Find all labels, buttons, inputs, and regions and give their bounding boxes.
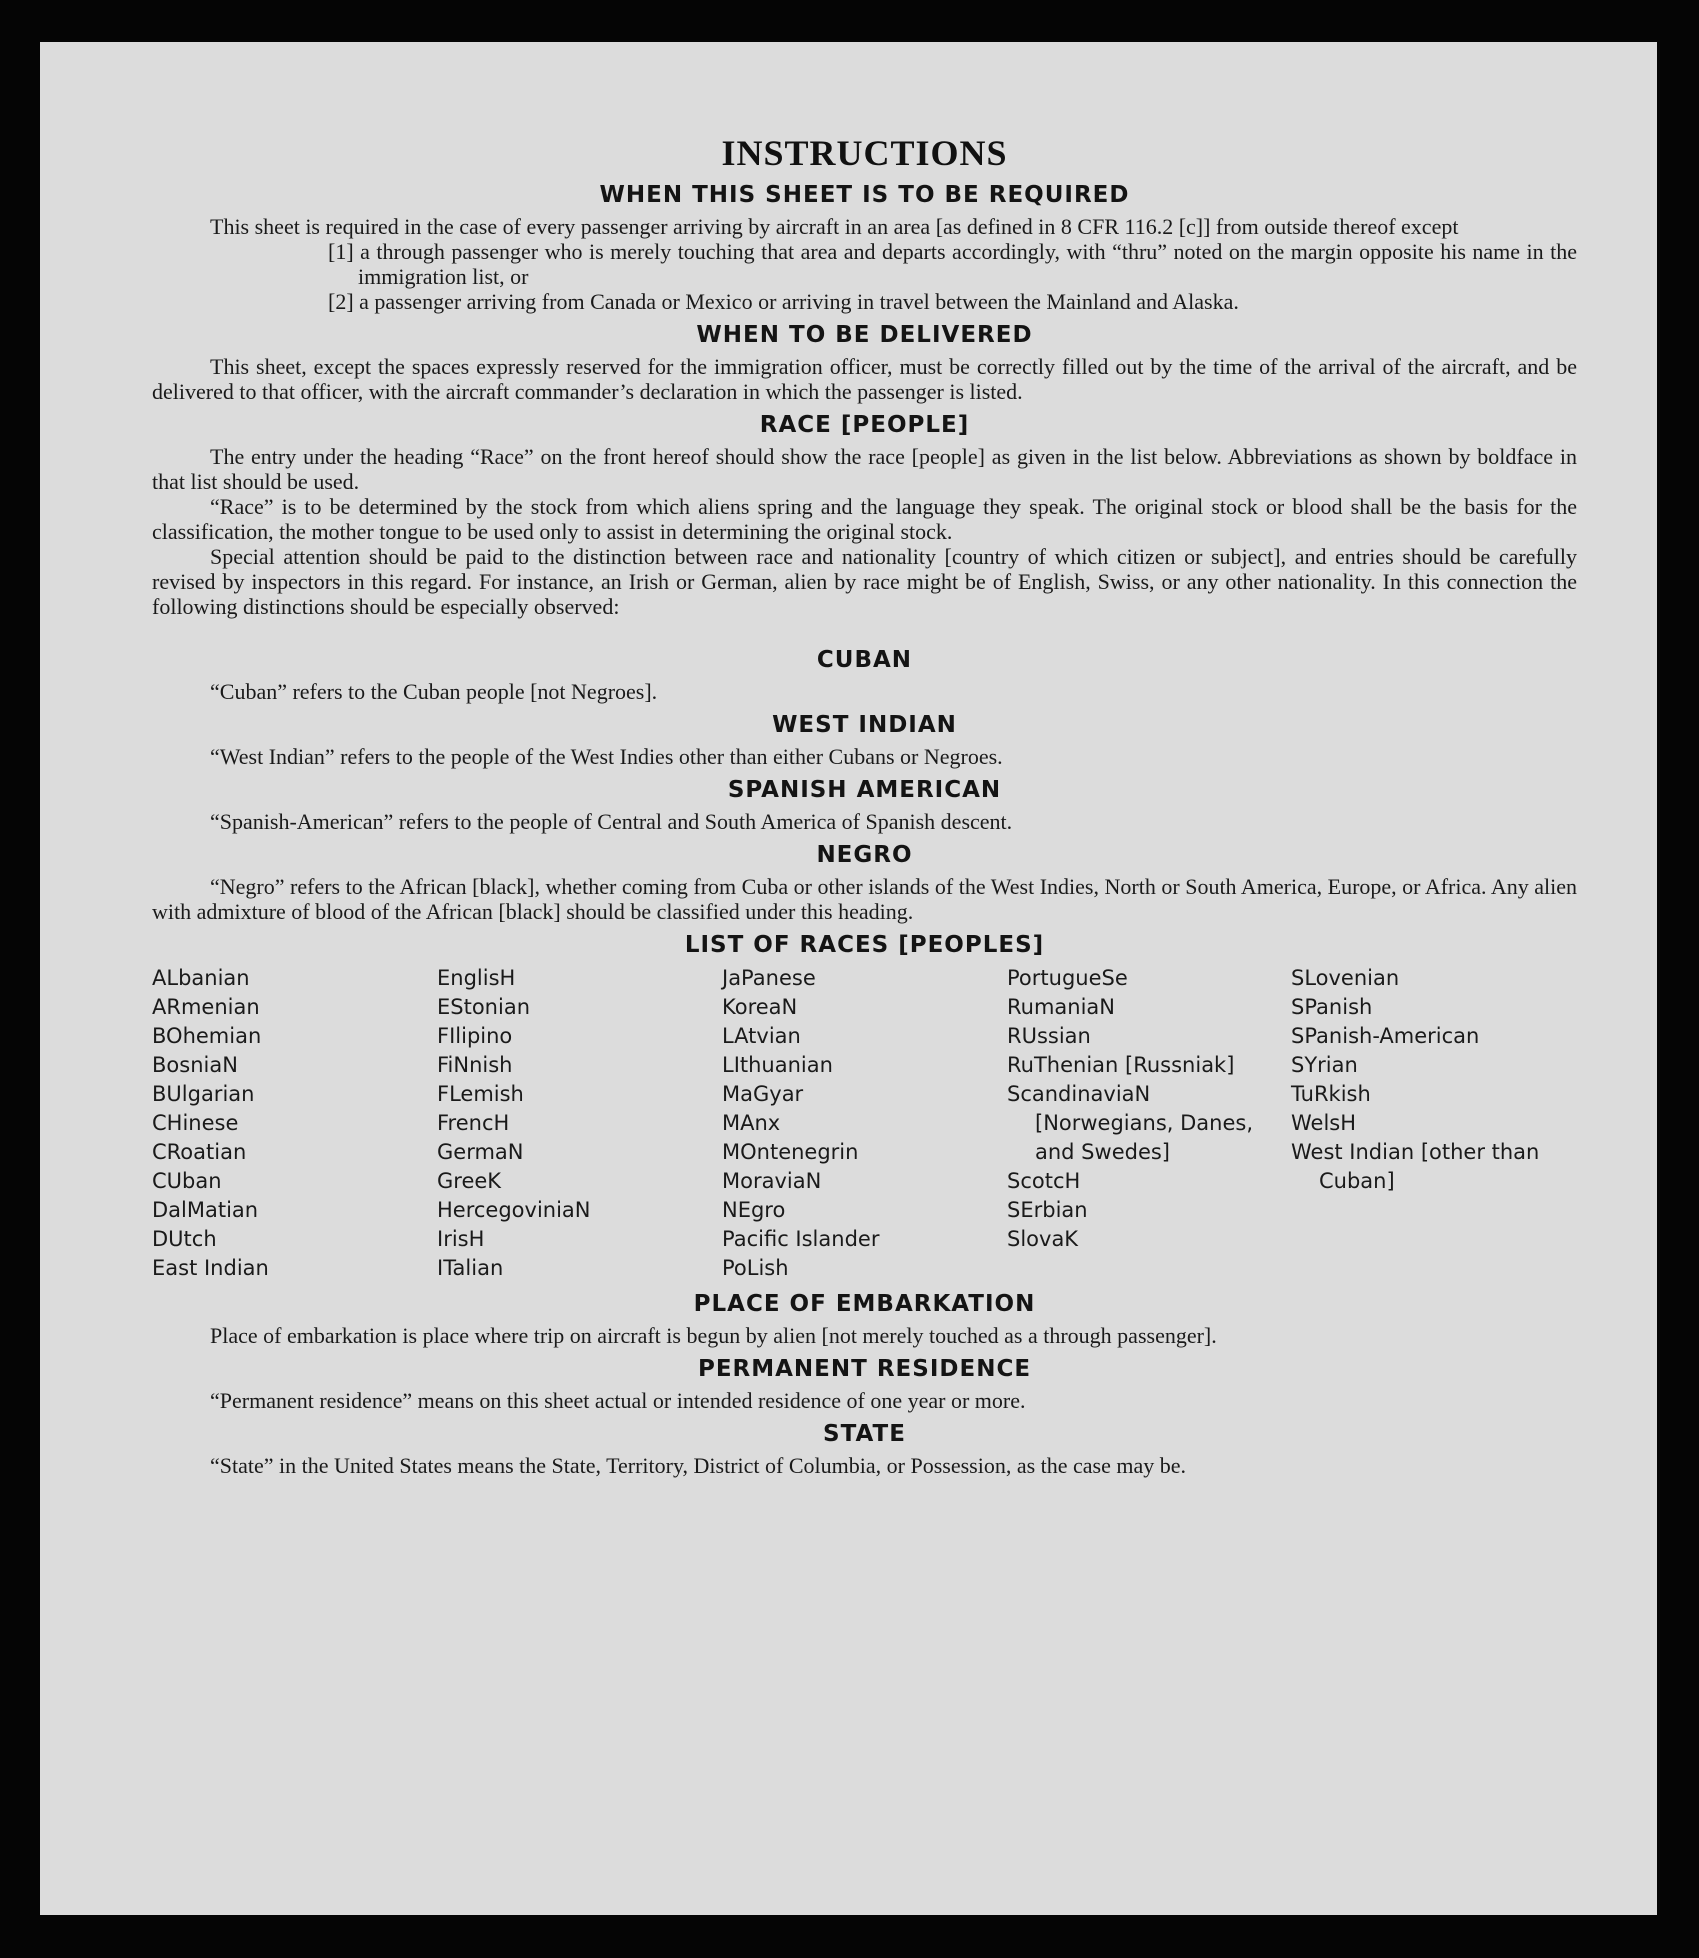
heading-when-required: WHEN THIS SHEET IS TO BE REQUIRED [599,182,1130,208]
race-list-item: JaPanese [722,966,816,990]
heading-cuban: CUBAN [816,647,913,673]
race-list-item: MoraviaN [722,1169,822,1193]
heading-spanish-american: SPANISH AMERICAN [727,777,1002,803]
races-column-4 [1007,964,1291,1283]
paragraph-spanish-american: “Spanish-American” refers to the people of Central and South America of Spanish descent. [210,809,1013,834]
paragraph-race-1: The entry under the heading “Race” on the front hereof should show the race [people] as given in the list below. Abbreviations as shown by boldface in that list should be used. [152,444,1577,494]
list-item-exception-1: [1] a through passenger who is merely touching that area and departs accordingly, with “thru” noted on the margin opposite his name in the immigration list, or [328,239,1577,289]
races-list [152,964,1577,1283]
races-column-2 [437,964,722,1283]
race-list-item: ScotcH [1007,1169,1081,1193]
race-list-item: PortugueSe [1007,966,1128,990]
race-list-item: SlovaK [1007,1227,1079,1251]
race-list-item: FLemish [437,1082,524,1106]
race-list-item: FiNnish [437,1053,513,1077]
race-list-item: ITalian [437,1256,504,1280]
race-list-item: CUban [152,1169,222,1193]
races-column-3 [722,964,1007,1283]
heading-embarkation: PLACE OF EMBARKATION [693,1291,1036,1317]
race-list-item: DalMatian [152,1198,259,1222]
paragraph-when-delivered: This sheet, except the spaces expressly reserved for the immigration officer, must be correctly filled out by the time of the arrival of the aircraft, and be delivered to that officer, with the aircraft commander’s declaration in which the passenger is listed. [152,354,1577,404]
heading-negro: NEGRO [816,842,913,868]
heading-state: STATE [823,1421,906,1447]
race-list-item: MAnx [722,1111,781,1135]
race-list-item: RumaniaN [1007,995,1116,1019]
race-list-item: SLovenian [1291,966,1400,990]
heading-when-delivered: WHEN TO BE DELIVERED [696,322,1033,348]
heading-race: RACE [PEOPLE] [759,412,970,438]
race-list-item: IrisH [437,1227,485,1251]
race-list-item: East Indian [152,1256,269,1280]
race-list-item: KoreaN [722,995,798,1019]
race-list-item: GermaN [437,1140,524,1164]
race-list-item: HercegoviniaN [437,1198,591,1222]
paragraph-race-2: “Race” is to be determined by the stock from which aliens spring and the language they speak. The original stock or blood shall be the basis for the classification, the mother tongue to be used only to assist in determining the original stock. [152,494,1577,544]
race-list-item: BUlgarian [152,1082,255,1106]
race-list-item: ARmenian [152,995,260,1019]
race-list-item: EnglisH [437,966,516,990]
race-list-item: LAtvian [722,1024,801,1048]
race-list-item: PoLish [722,1256,789,1280]
heading-permanent-residence: PERMANENT RESIDENCE [697,1356,1032,1382]
race-list-item: CHinese [152,1111,239,1135]
paragraph-cuban: “Cuban” refers to the Cuban people [not Negroes]. [210,679,658,704]
paragraph-permanent-residence: “Permanent residence” means on this sheet actual or intended residence of one year or more. [210,1388,1026,1413]
races-column-5 [1291,964,1576,1283]
race-list-item: MOntenegrin [722,1140,859,1164]
race-list-item: WelsH [1291,1111,1357,1135]
list-item-exception-2: [2] a passenger arriving from Canada or Mexico or arriving in travel between the Mainland and Alaska. [328,289,1239,314]
race-list-item: FIlipino [437,1024,513,1048]
race-list-item: GreeK [437,1169,502,1193]
paragraph-negro: “Negro” refers to the African [black], whether coming from Cuba or other islands of the West Indies, North or South America, Europe, or Africa. Any alien with admixture of blood of the African [black] should be classified under this heading. [152,874,1577,924]
race-list-item: West Indian [other than Cuban] [1291,1140,1540,1193]
race-list-item: DUtch [152,1227,217,1251]
document-page [40,42,1657,1915]
races-column-1 [152,964,437,1283]
paragraph-west-indian: “West Indian” refers to the people of the West Indies other than either Cubans or Negroes. [210,744,1003,769]
paragraph-state: “State” in the United States means the State, Territory, District of Columbia, or Possession, as the case may be. [210,1453,1187,1478]
paragraph-when-required: This sheet is required in the case of every passenger arriving by aircraft in an area [as defined in 8 CFR 116.2 [c]] from outside thereof except [210,214,1459,239]
paragraph-race-3: Special attention should be paid to the distinction between race and nationality [country of which citizen or subject], and entries should be carefully revised by inspectors in this regard. For instance, an Irish or German, alien by race might be of English, Swiss, or any other nationality. In this connection the following distinctions should be especially observed: [152,544,1577,619]
race-list-item: SPanish-American [1291,1024,1480,1048]
page-title: INSTRUCTIONS [721,133,1008,173]
race-list-item: TuRkish [1291,1082,1371,1106]
race-list-item: EStonian [437,995,531,1019]
race-list-item: SPanish [1291,995,1373,1019]
race-list-item: ScandinaviaN [Norwegians, Danes, and Swedes] [1007,1082,1253,1164]
race-list-item: MaGyar [722,1082,804,1106]
race-list-item: FrencH [437,1111,510,1135]
spacer [152,619,1577,639]
race-list-item: SYrian [1291,1053,1358,1077]
heading-list-of-races: LIST OF RACES [PEOPLES] [684,932,1045,958]
heading-west-indian: WEST INDIAN [772,712,957,738]
race-list-item: RUssian [1007,1024,1091,1048]
race-list-item: BOhemian [152,1024,262,1048]
race-list-item: NEgro [722,1198,786,1222]
race-list-item: RuThenian [Russniak] [1007,1053,1235,1077]
race-list-item: CRoatian [152,1140,247,1164]
race-list-item: BosniaN [152,1053,238,1077]
paragraph-embarkation: Place of embarkation is place where trip on aircraft is begun by alien [not merely touched as a through passenger]. [210,1323,1217,1348]
race-list-item: ALbanian [152,966,250,990]
race-list-item: LIthuanian [722,1053,833,1077]
race-list-item: SErbian [1007,1198,1088,1222]
race-list-item: Pacific Islander [722,1227,880,1251]
